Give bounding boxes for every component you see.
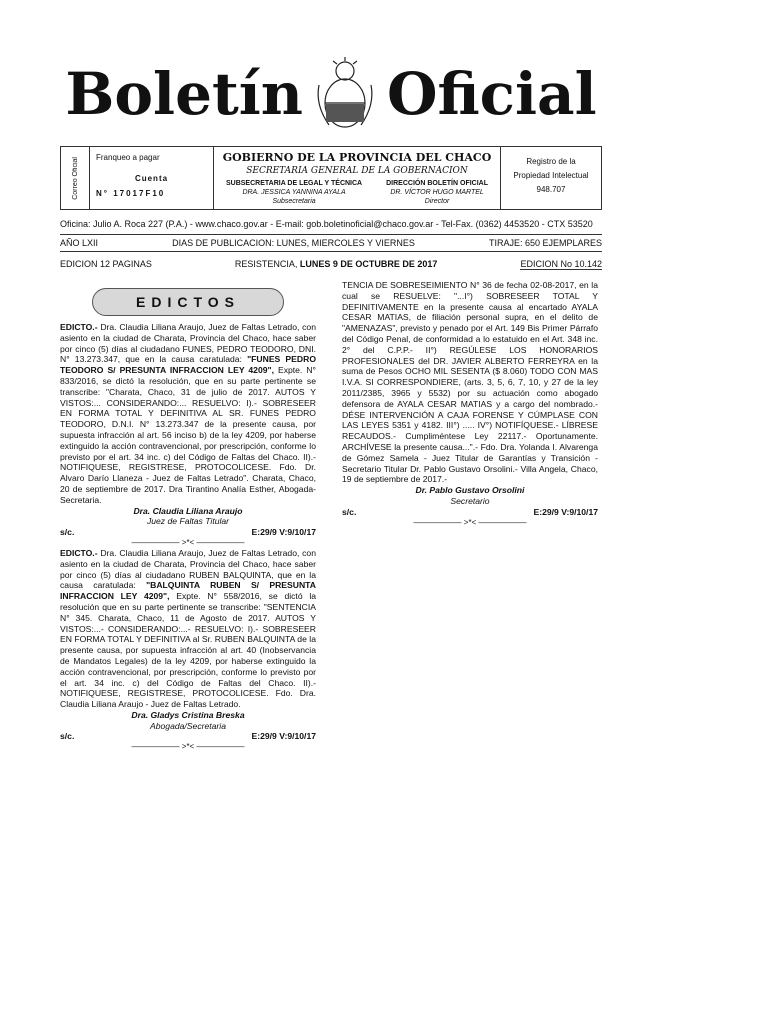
edict-body: Dra. Claudia Liliana Araujo, Juez de Faltas Letrado, con asiento en la ciudad de Charata, Provincia del Chaco, hace saber por cinco (5) días al ciudadano FUNES, PEDRO TEODORO, DNI. N° 13.273.347, que en la causa caratulada: (60, 322, 316, 365)
edict-body: Dra. Claudia Liliana Araujo, Juez de Faltas Letrado, con asiento en la ciudad de Charata, Provincia del Chaco, hace saber por cinco (5) días al ciudadano RUBEN BALQUINTA, que en la causa caratulada: (60, 547, 316, 591)
pages-count: EDICION 12 PAGINAS (60, 259, 152, 269)
correo-oficial-stamp (61, 147, 90, 209)
publication-dates: E:29/9 V:9/10/17 (251, 731, 316, 742)
publication-dates-row (60, 731, 316, 742)
header-info-box (60, 146, 602, 210)
masthead (60, 44, 602, 144)
direccion-block (386, 179, 488, 206)
masthead-word-boletin: Boletín (65, 60, 303, 128)
right-column (342, 280, 598, 528)
separator: —————— >*< —————— (131, 742, 245, 752)
section-title-edictos: EDICTOS (92, 288, 284, 316)
subsecretaria-role: Subsecretaria (272, 198, 316, 205)
authorities-row (214, 179, 500, 206)
direccion-name: DR. VÍCTOR HUGO MARTEL (390, 189, 484, 196)
cuenta-label: Cuenta (134, 174, 169, 183)
registry-line2: Propiedad Intelectual (513, 171, 589, 180)
direccion-title: DIRECCIÓN BOLETÍN OFICIAL (386, 180, 488, 187)
publication-info-bar (60, 234, 602, 252)
sc-label: s/c. (342, 506, 357, 517)
correo-oficial-label: Correo Oficial (71, 156, 79, 200)
publication-dates-row (60, 527, 316, 538)
masthead-word-oficial: Oficial (386, 60, 597, 128)
sc-label: s/c. (60, 527, 75, 538)
subsecretaria-name: DRA. JESSICA YANNINA AYALA (242, 189, 346, 196)
franqueo-label: Franqueo a pagar (96, 153, 160, 162)
place-date-prefix: RESISTENCIA, (234, 259, 298, 269)
edict-body: Expte. N° 558/2016, se dictó la resolución que en su parte pertinente se transcribe: "SENTENCIA N° 345. Charata, Chaco, 11 de Agosto de 2017. AUTOS Y VISTOS:...- CONSIDERANDO:...- RESUELVO: I).- SOBRESEER EN FORMA TOTAL Y DEFINITIVA al Sr. RUBEN BALQUINTA de la presente causa, por supuesta infracción al art. 40 (Inobservancia de Mandatos Legales) de la ley 4209, por haberse extinguido la acción contravencional, por prescripción, conforme lo previsto por el art. 34 inc. c) del Código de Faltas del Chaco. II).- NOTIFIQUESE, REGISTRESE, PROTOCOLICESE. Fdo. Dra. Claudia Liliana Araujo - Juez de Faltas Letrado. (60, 591, 317, 710)
postage-account-box (90, 147, 214, 209)
edition-number: EDICION No 10.142 (520, 258, 602, 269)
signatory-name: Dr. Pablo Gustavo Orsolini (415, 485, 525, 496)
print-run: TIRAJE: 650 EJEMPLARES (488, 238, 602, 248)
registry-line1: Registro de la (526, 157, 576, 166)
signatory-title: Abogada/Secretaria (150, 720, 226, 731)
government-block (214, 147, 500, 209)
sc-label: s/c. (60, 731, 75, 742)
edition-info-bar (60, 256, 602, 272)
publication-dates: E:29/9 V:9/10/17 (251, 527, 316, 538)
place-date (235, 259, 438, 269)
direccion-role: Director (424, 198, 450, 205)
edict-2 (60, 548, 316, 710)
signatory-name: Dra. Claudia Liliana Araujo (133, 505, 243, 516)
publication-dates-row (342, 507, 598, 518)
separator: —————— >*< —————— (131, 537, 245, 547)
office-contact-line: Oficina: Julio A. Roca 227 (P.A.) - www.chaco.gov.ar - E-mail: gob.boletinoficial@chaco.gov.ar - Tel-Fax. (0362) 4453520 - CTX 53520 (60, 219, 593, 229)
separator: —————— >*< —————— (413, 517, 527, 527)
subsecretaria-block (226, 179, 362, 206)
year-label: AÑO LXII (60, 238, 99, 248)
cuenta-number: N° 17017F10 (96, 189, 166, 198)
signatory-title: Secretario (450, 495, 490, 506)
publication-dates: E:29/9 V:9/10/17 (533, 506, 598, 517)
edict-label: EDICTO.- (60, 547, 98, 558)
edict-case-title: "FUNES PEDRO TEODORO S/ PRESUNTA INFRACCION LEY 4209", (60, 354, 316, 376)
edict-1 (60, 322, 316, 506)
edict-label: EDICTO.- (60, 322, 98, 332)
edict-body: Expte. N° 833/2016, se dictó la resolución, que en su parte pertinente se transcribe: "Charata, Chaco, 31 de julio de 2017. AUTOS Y VISTOS:... CONSIDERANDO:... RESUELVO: I).- SOBRESEER EN FORMA TOTAL Y DEFINITIVA AL SR. FUNES PEDRO TEODORO, D.N.I. N° 13.273.347 de la presente causa, por supuesta infracción al art. 56 inciso b) de la ley 4209, por haberse extinguido la acción contravencional, por prescripción, conforme lo previsto por el art. 34 inc. c) del Código de Faltas del Chaco. II).- NOTIFIQUESE, REGISTRESE, PROTOCOLICESE. Fdo. Dr. Alvaro Darío Llaneza - Juez de Faltas Letrado". Charata, Chaco, 20 de septiembre de 2017. Dra Tirantino Analía Esther, Abogada-Secretaria. (60, 365, 316, 505)
secretaria-title: SECRETARIA GENERAL DE LA GOBERNACION (246, 166, 468, 176)
registry-number: 948.707 (536, 185, 566, 194)
left-column (60, 280, 316, 752)
edict-case-title: "BALQUINTA RUBEN S/ PRESUNTA INFRACCION LEY 4209", (60, 580, 316, 602)
edict-continuation: TENCIA DE SOBRESEIMIENTO N° 36 de fecha 02-08-2017, en la cual se RESUELVE: "...I°) SOBRESEER TOTAL Y DEFINITIVAMENTE en la presente causa al encartado AYALA CESAR MATIAS, de filiación personal supra, en el delito de "AMENAZAS", previsto y penado por el Art. 149 Bis Primer Párrafo del Código Penal, de conformidad a lo estatuido en el Art. 348 inc. 2° del C.P.P.- II°) REGÚLESE LOS HONORARIOS PROFESIONALES del DR. JAVIER ALBERTO FERREYRA en la suma de Pesos OCHO MIL SESENTA ($ 8.060) TODO CON MAS I.V.A. SI CORRESPONDIERE, (arts. 3, 5, 6, 7, 10, y 27 de la ley 2011/2385, 3965 y 5532) por su actuación como abogado defensora de AYALA CESAR MATIAS y a cargo del nombrado.- DÉSE INTERVENCIÓN A CAJA FORENSE Y CÚMPLASE CON LAS LEYES 5351 y 4182. III°) ..... IV°) NOTIFÍQUESE.- LÍBRESE RECAUDOS.- Cumpliméntese Ley 22117.- Oportunamente. ARCHÍVESE la presente causa...".- Fdo. Dra. Yolanda I. Alvarenga de Gómez Samela - Juez Titular de Garantías y Transición - Secretario Titular Dr. Pablo Gustavo Orsolini.- Villa Angela, Chaco, 19 de septiembre de 2017.- (342, 280, 598, 485)
provincial-coat-of-arms-icon (313, 55, 377, 133)
signatory-title: Juez de Faltas Titular (146, 516, 230, 527)
registry-box (500, 147, 601, 209)
signatory-name: Dra. Gladys Cristina Breska (131, 709, 245, 720)
government-title: GOBIERNO DE LA PROVINCIA DEL CHACO (222, 151, 492, 164)
issue-date: LUNES 9 DE OCTUBRE DE 2017 (299, 259, 438, 269)
subsecretaria-title: SUBSECRETARIA DE LEGAL Y TÉCNICA (225, 180, 363, 187)
publication-days: DIAS DE PUBLICACION: LUNES, MIERCOLES Y VIERNES (172, 238, 415, 248)
